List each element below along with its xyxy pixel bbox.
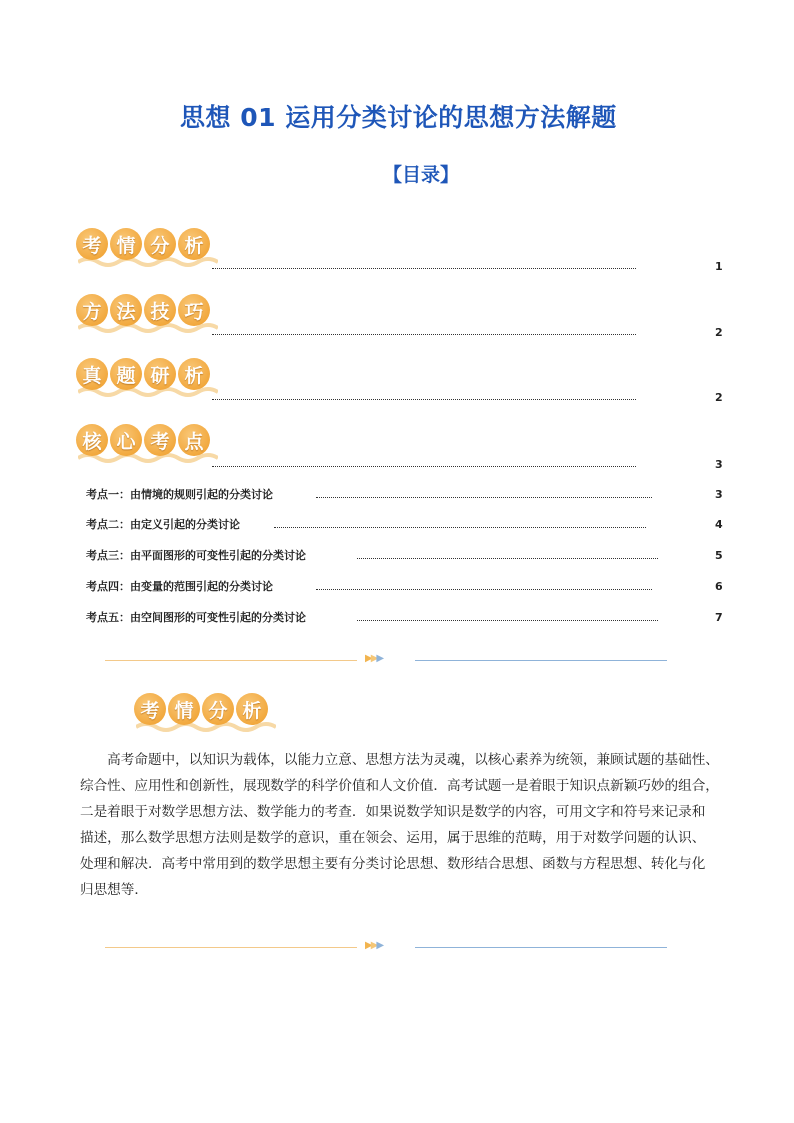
badge-char: 情: [110, 228, 142, 260]
badge-char: 真: [76, 358, 108, 390]
toc-page-number[interactable]: 1: [715, 260, 723, 273]
toc-heading: 【目录】: [383, 164, 460, 186]
toc-leader-dots: [212, 465, 636, 467]
badge-char: 点: [178, 424, 210, 456]
section-badge-analysis: [134, 693, 268, 733]
badge-char: 方: [76, 294, 108, 326]
toc-sub-item[interactable]: 考点四：由变量的范围引起的分类讨论: [86, 580, 273, 593]
badge-char: 分: [202, 693, 234, 725]
toc-page-number[interactable]: 4: [715, 518, 723, 531]
toc-sub-item[interactable]: 考点一：由情境的规则引起的分类讨论: [86, 488, 273, 501]
toc-page-number[interactable]: 3: [715, 458, 723, 471]
toc-leader-dots: [212, 398, 636, 400]
badge-char: 法: [110, 294, 142, 326]
triple-arrow-icon: ▶▶▶: [365, 653, 383, 664]
badge-char: 巧: [178, 294, 210, 326]
toc-sub-item[interactable]: 考点五：由空间图形的可变性引起的分类讨论: [86, 611, 306, 624]
paragraph-line: 二是着眼于对数学思想方法、数学能力的考查．如果说数学知识是数学的内容，可用文字和符号来记录和: [80, 804, 706, 820]
toc-leader-dots: [212, 267, 636, 269]
toc-badge-exam-study[interactable]: [76, 358, 210, 398]
analysis-paragraph: [80, 747, 730, 903]
badge-char: 析: [236, 693, 268, 725]
badge-char: 技: [144, 294, 176, 326]
badge-char: 研: [144, 358, 176, 390]
badge-char: 题: [110, 358, 142, 390]
badge-char: 析: [178, 358, 210, 390]
paragraph-line: 描述，那么数学思想方法则是数学的意识，重在领会、运用，属于思维的范畴，用于对数学问题的认识、: [80, 830, 706, 846]
toc-badge-methods[interactable]: [76, 294, 210, 334]
toc-page-number[interactable]: 6: [715, 580, 723, 593]
toc-page-number[interactable]: 2: [715, 391, 723, 404]
toc-badge-analysis[interactable]: [76, 228, 210, 268]
toc-page-number[interactable]: 7: [715, 611, 723, 624]
toc-page-number[interactable]: 2: [715, 326, 723, 339]
section-divider: [105, 655, 667, 665]
badge-char: 考: [144, 424, 176, 456]
badge-char: 情: [168, 693, 200, 725]
paragraph-line: 处理和解决．高考中常用到的数学思想主要有分类讨论思想、数形结合思想、函数与方程思想、转化与化: [80, 856, 706, 872]
toc-leader-dots: [357, 619, 658, 621]
badge-char: 心: [110, 424, 142, 456]
toc-leader-dots: [274, 526, 646, 528]
toc-page-number[interactable]: 3: [715, 488, 723, 501]
badge-char: 考: [134, 693, 166, 725]
badge-char: 核: [76, 424, 108, 456]
toc-badge-core-points[interactable]: [76, 424, 210, 464]
section-divider: [105, 942, 667, 952]
paragraph-line: 综合性、应用性和创新性，展现数学的科学价值和人文价值．高考试题一是着眼于知识点新颖巧妙的组合，: [80, 778, 719, 794]
toc-leader-dots: [316, 588, 652, 590]
toc-sub-item[interactable]: 考点二：由定义引起的分类讨论: [86, 518, 240, 531]
badge-char: 析: [178, 228, 210, 260]
paragraph-line: 归思想等．: [80, 882, 148, 898]
badge-char: 考: [76, 228, 108, 260]
toc-leader-dots: [357, 557, 658, 559]
toc-leader-dots: [316, 496, 652, 498]
badge-char: 分: [144, 228, 176, 260]
paragraph-line: 高考命题中，以知识为载体，以能力立意、思想方法为灵魂，以核心素养为统领，兼顾试题的基础性、: [80, 752, 719, 768]
toc-leader-dots: [212, 333, 636, 335]
toc-page-number[interactable]: 5: [715, 549, 723, 562]
toc-sub-item[interactable]: 考点三：由平面图形的可变性引起的分类讨论: [86, 549, 306, 562]
triple-arrow-icon: ▶▶▶: [365, 940, 383, 951]
page-title: 思想 01 运用分类讨论的思想方法解题: [180, 103, 617, 132]
